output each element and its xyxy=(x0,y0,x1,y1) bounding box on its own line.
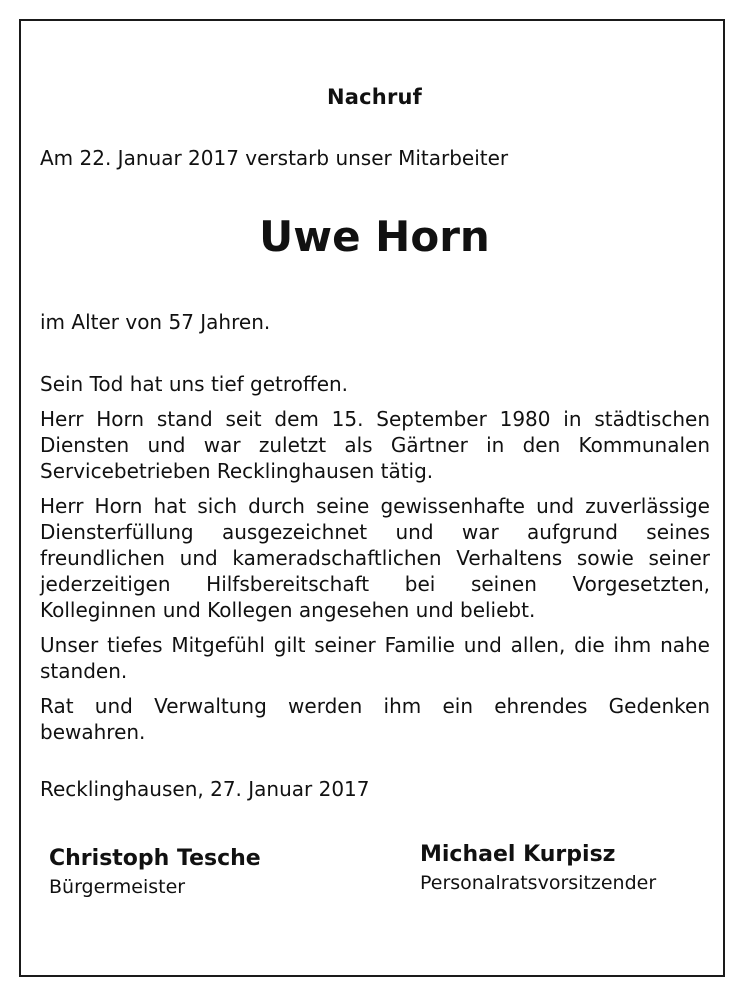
signatory-role: Bürgermeister xyxy=(49,876,186,898)
notice-body xyxy=(40,371,710,754)
paragraph-remembrance: Rat und Verwaltung werden ihm ein ehrendes Gedenken bewahren. xyxy=(40,694,710,744)
notice-heading: Nachruf xyxy=(327,85,422,109)
paragraph-grief: Sein Tod hat uns tief getroffen. xyxy=(40,372,349,396)
paragraph-service: Herr Horn stand seit dem 15. September 1980 in städtischen Diensten und war zuletzt als Gärtner in den Kommunalen Servicebetrieben Recklinghausen tätig. xyxy=(40,407,710,483)
intro-line: Am 22. Januar 2017 verstarb unser Mitarbeiter xyxy=(40,146,509,170)
paragraph-character: Herr Horn hat sich durch seine gewissenhafte und zuverlässige Diensterfüllung ausgezeichnet und war aufgrund seines freundlichen und kameradschaftlichen Verhaltens sowie seiner jederzeitigen Hilfsbereitschaft bei seinen Vorgesetzten, Kolleginnen und Kollegen angesehen und beliebt. xyxy=(40,494,710,622)
signature-mayor xyxy=(49,844,261,900)
signatory-role: Personalratsvorsitzender xyxy=(420,872,657,894)
place-and-date: Recklinghausen, 27. Januar 2017 xyxy=(40,777,370,801)
signatory-name: Michael Kurpisz xyxy=(420,842,616,867)
deceased-name: Uwe Horn xyxy=(259,212,490,261)
signature-staff-council xyxy=(420,840,656,896)
signatory-name: Christoph Tesche xyxy=(49,846,261,871)
paragraph-condolence: Unser tiefes Mitgefühl gilt seiner Familie und allen, die ihm nahe standen. xyxy=(40,633,710,683)
age-line: im Alter von 57 Jahren. xyxy=(40,310,271,334)
